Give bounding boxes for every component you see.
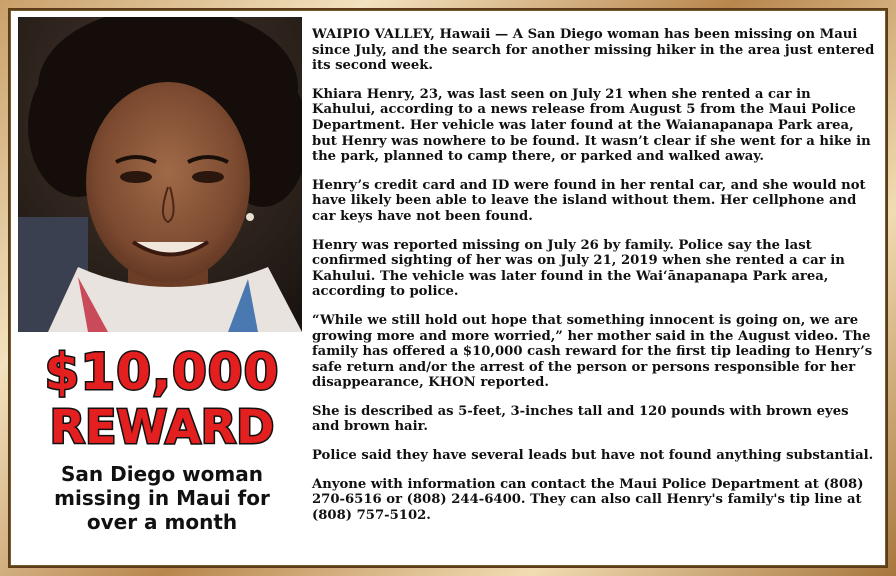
- article-paragraph: Anyone with information can contact the Maui Police Department at (808) 270-6516 or (808) 244-6400. They can also call Henry's family's tip line at (808) 757-5102.: [312, 476, 864, 523]
- caption-line: missing in Maui for: [54, 486, 270, 510]
- reward-word: REWARD: [49, 400, 275, 454]
- article-paragraph: Henry was reported missing on July 26 by family. Police say the last confirmed sighting of her was on July 21, 2019 when she rented a car in Kahului. The vehicle was later found in the Waiʻānapanapa Park area, according to police.: [312, 237, 845, 300]
- poster: [10, 10, 886, 566]
- article-paragraph: WAIPIO VALLEY, Hawaii — A San Diego woman has been missing on Maui since July, and the search for another missing hiker in the area just entered its second week.: [312, 27, 875, 74]
- article-paragraph: Henry’s credit card and ID were found in her rental car, and she would not have likely been able to leave the island without them. Her cellphone and car keys have not been found.: [312, 177, 866, 224]
- article-paragraph: Khiara Henry, 23, was last seen on July 21 when she rented a car in Kahului, according to a news release from August 5 from the Maui Police Department. Her vehicle was later found at the Waianapanapa Park area, but Henry was nowhere to be found. It wasn’t clear if she went for a hike in the park, planned to camp there, or parked and walked away.: [312, 86, 871, 165]
- portrait-image: [18, 17, 302, 332]
- reward-banner: [22, 343, 302, 454]
- article-paragraph: “While we still hold out hope that something innocent is going on, we are growing more and more worried,” her mother said in the August video. The family has offered a $10,000 cash reward for the first tip leading to Henry’s safe return and/or the arrest of the person or persons responsible for her disappearance, KHON reported.: [312, 312, 873, 391]
- caption-line: over a month: [86, 510, 238, 534]
- reward-amount: $10,000: [44, 343, 280, 401]
- caption: [38, 462, 286, 534]
- article-paragraph: Police said they have several leads but have not found anything substantial.: [312, 448, 874, 464]
- article-paragraph: She is described as 5-feet, 3-inches tall and 120 pounds with brown eyes and brown hair.: [312, 403, 849, 435]
- portrait-photo: [18, 17, 302, 332]
- caption-line: San Diego woman: [61, 462, 263, 486]
- article-text: [312, 27, 878, 523]
